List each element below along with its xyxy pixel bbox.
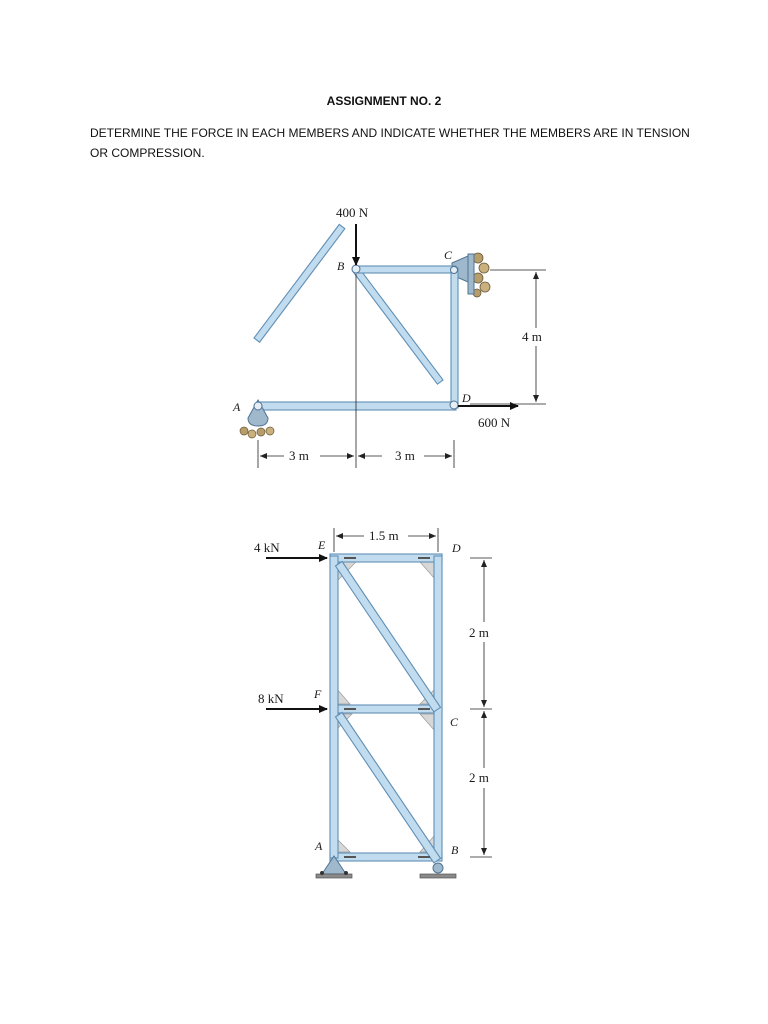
dimension-lines-2	[334, 528, 492, 857]
member-bc	[356, 266, 456, 273]
member-cd	[451, 268, 458, 408]
load-label-f: 8 kN	[258, 691, 284, 706]
member-ec	[335, 561, 440, 711]
joint-label-f: F	[314, 687, 322, 701]
joint-label-c: C	[444, 248, 453, 262]
instructions-line-2: OR COMPRESSION.	[90, 146, 205, 160]
member-bd	[352, 266, 443, 384]
joint-label-d: D	[462, 391, 471, 405]
truss-figure-2	[254, 528, 492, 878]
load-label-b: 400 N	[336, 205, 369, 220]
member-ea	[330, 556, 338, 858]
dim-label-height: 4 m	[522, 329, 542, 344]
joint-label-a2: A	[315, 839, 323, 853]
member-ab	[254, 224, 345, 342]
dim-label-width: 1.5 m	[369, 528, 399, 543]
truss-figure-1	[232, 205, 546, 468]
pin-c	[451, 267, 458, 274]
page-title: ASSIGNMENT NO. 2	[326, 94, 442, 108]
joint-label-d2: D	[452, 541, 461, 555]
load-label-e: 4 kN	[254, 540, 280, 555]
instructions-line-1: DETERMINE THE FORCE IN EACH MEMBERS AND INDICATE WHETHER THE MEMBERS ARE IN TENSION	[90, 126, 690, 140]
dim-label-right: 3 m	[395, 448, 415, 463]
pin-d	[450, 401, 458, 409]
joint-label-a: A	[233, 400, 241, 414]
joint-label-b: B	[337, 259, 345, 273]
dim-label-top: 2 m	[469, 625, 489, 640]
joint-label-b2: B	[451, 843, 459, 857]
member-fb	[335, 712, 440, 862]
dim-label-left: 3 m	[289, 448, 309, 463]
pin-b	[352, 265, 360, 273]
dim-label-bottom: 2 m	[469, 770, 489, 785]
joint-label-e: E	[318, 538, 326, 552]
member-ad	[257, 402, 456, 410]
load-label-d: 600 N	[478, 415, 511, 430]
joint-label-c2: C	[450, 715, 459, 729]
dimension-lines-1	[258, 270, 546, 468]
roller-support-b	[420, 863, 456, 878]
